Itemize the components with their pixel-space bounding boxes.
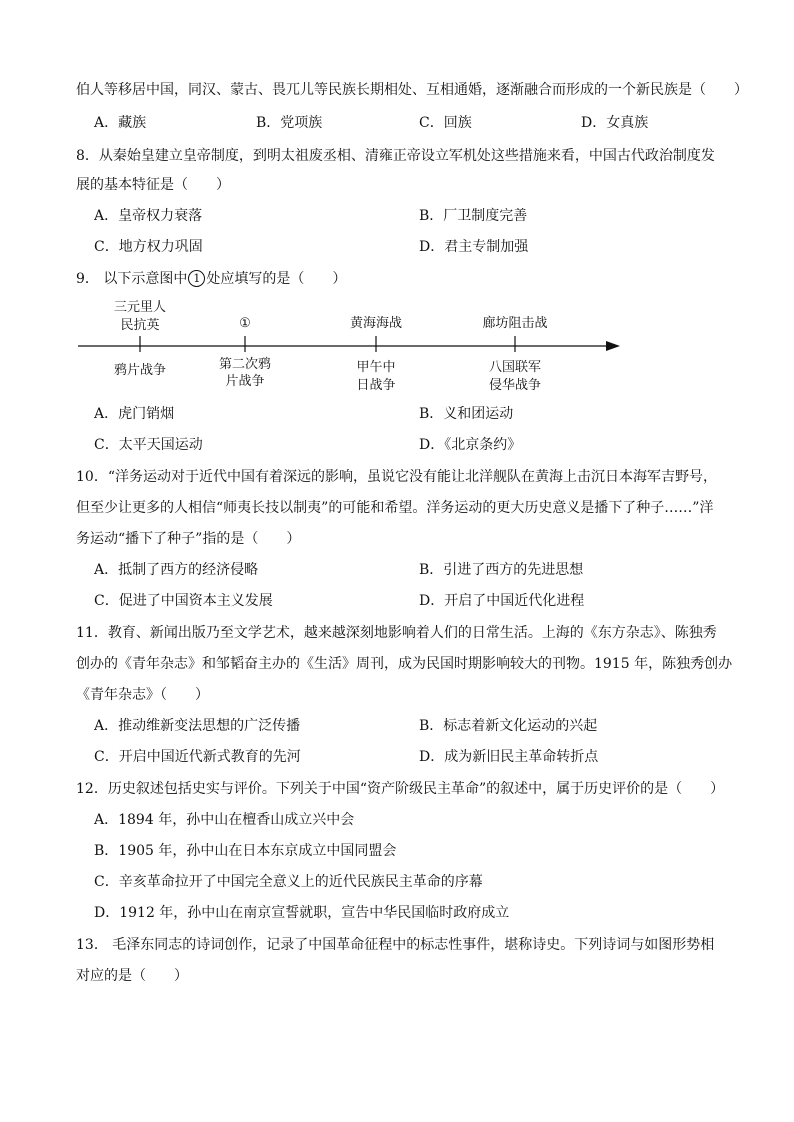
- q7-option-c[interactable]: C．回族: [419, 115, 472, 131]
- q11-stem-line2: 创办的《青年杂志》和邹韬奋主办的《生活》周刊，成为民国时期影响较大的刊物。1915 年，陈独秀创办: [76, 656, 733, 672]
- q9-stem: [76, 269, 346, 289]
- bottom-label-sino-japanese-2: 日战争: [356, 378, 396, 393]
- q12-option-b[interactable]: B．1905 年，孙中山在日本东京成立中国同盟会: [94, 843, 397, 859]
- q11-option-b[interactable]: B．标志着新文化运动的兴起: [419, 718, 598, 734]
- q10-option-c[interactable]: C．促进了中国资本主义发展: [94, 593, 273, 609]
- q8-option-c[interactable]: C．地方权力巩固: [94, 239, 203, 255]
- top-label-blank-one: ①: [239, 316, 251, 331]
- q11-stem-line1: 11．教育、新闻出版乃至文学艺术，越来越深刻地影响着人们的日常生活。上海的《东方杂志》、陈独秀: [76, 625, 717, 641]
- q9-stem-prefix: 9． 以下示意图中: [76, 271, 188, 287]
- q8-stem-line1: 8．从秦始皇建立皇帝制度，到明太祖废丞相、清雍正帝设立军机处这些措施来看，中国古代政治制度发: [76, 148, 715, 164]
- q7-option-d[interactable]: D．女真族: [581, 115, 649, 131]
- bottom-label-sino-japanese-1: 甲午中: [356, 360, 396, 375]
- q10-stem-line3: 务运动“播下了种子”指的是（ ）: [76, 531, 301, 547]
- q11-stem-line3: 《青年杂志》（ ）: [76, 687, 209, 703]
- top-label-yellow-sea: 黄海海战: [349, 316, 403, 331]
- circled-number-one: 1: [188, 270, 205, 287]
- q9-option-d[interactable]: D．《北京条约》: [419, 437, 522, 453]
- q9-option-b[interactable]: B．义和团运动: [419, 406, 514, 422]
- top-label-sanyuanli-1: 三元里人: [113, 300, 167, 315]
- q8-option-a[interactable]: A．皇帝权力衰落: [94, 208, 203, 224]
- q10-stem-line2: 但至少让更多的人相信“师夷长技以制夷”的可能和希望。洋务运动的更大历史意义是播下了种子……”洋: [76, 500, 714, 516]
- timeline-arrow-head: [606, 341, 620, 351]
- bottom-label-opium-war: 鸦片战争: [113, 363, 167, 378]
- q12-stem: 12．历史叙述包括史实与评价。下列关于中国“资产阶级民主革命”的叙述中，属于历史评价的是（ ）: [76, 781, 725, 797]
- bottom-label-second-opium-1: 第二次鸦: [218, 357, 272, 372]
- q10-option-a[interactable]: A．抵制了西方的经济侵略: [94, 562, 259, 578]
- q11-option-d[interactable]: D．成为新旧民主革命转折点: [419, 749, 599, 765]
- q8-option-b[interactable]: B．厂卫制度完善: [419, 208, 528, 224]
- q7-option-a[interactable]: A．藏族: [94, 115, 147, 131]
- q8-stem-line2: 展的基本特征是（ ）: [76, 177, 230, 193]
- q10-stem-line1: 10．“洋务运动对于近代中国有着深远的影响，虽说它没有能让北洋舰队在黄海上击沉日本海军吉野号，: [76, 469, 717, 485]
- q12-option-c[interactable]: C．辛亥革命拉开了中国完全意义上的近代民族民主革命的序幕: [94, 874, 483, 890]
- q12-option-a[interactable]: A．1894 年，孙中山在檀香山成立兴中会: [94, 812, 355, 828]
- bottom-label-eight-nation-1: 八国联军: [488, 360, 542, 375]
- q9-option-c[interactable]: C．太平天国运动: [94, 437, 203, 453]
- q10-option-d[interactable]: D．开启了中国近代化进程: [419, 593, 585, 609]
- q11-option-c[interactable]: C．开启中国近代新式教育的先河: [94, 749, 301, 765]
- q11-option-a[interactable]: A．推动维新变法思想的广泛传播: [94, 718, 301, 734]
- top-label-langfang: 廊坊阻击战: [482, 316, 548, 331]
- bottom-label-eight-nation-2: 侵华战争: [488, 378, 542, 393]
- bottom-label-second-opium-2: 片战争: [225, 374, 265, 389]
- q7-stem: 伯人等移居中国，同汉、蒙古、畏兀儿等民族长期相处、互相通婚，逐渐融合而形成的一个新民族是（ ）: [76, 82, 748, 98]
- q8-option-d[interactable]: D．君主专制加强: [419, 239, 529, 255]
- q10-option-b[interactable]: B．引进了西方的先进思想: [419, 562, 584, 578]
- q12-option-d[interactable]: D．1912 年，孙中山在南京宣誓就职，宣告中华民国临时政府成立: [94, 905, 510, 921]
- q9-timeline-diagram: [74, 296, 634, 396]
- q13-stem-line2: 对应的是（ ）: [76, 968, 188, 984]
- q13-stem-line1: 13． 毛泽东同志的诗词创作，记录了中国革命征程中的标志性事件，堪称诗史。下列诗词与如图形势相: [76, 937, 715, 953]
- q9-stem-suffix: 处应填写的是（ ）: [206, 271, 347, 287]
- q9-option-a[interactable]: A．虎门销烟: [94, 406, 175, 422]
- top-label-sanyuanli-2: 民抗英: [120, 318, 160, 333]
- q7-option-b[interactable]: B．党项族: [256, 115, 323, 131]
